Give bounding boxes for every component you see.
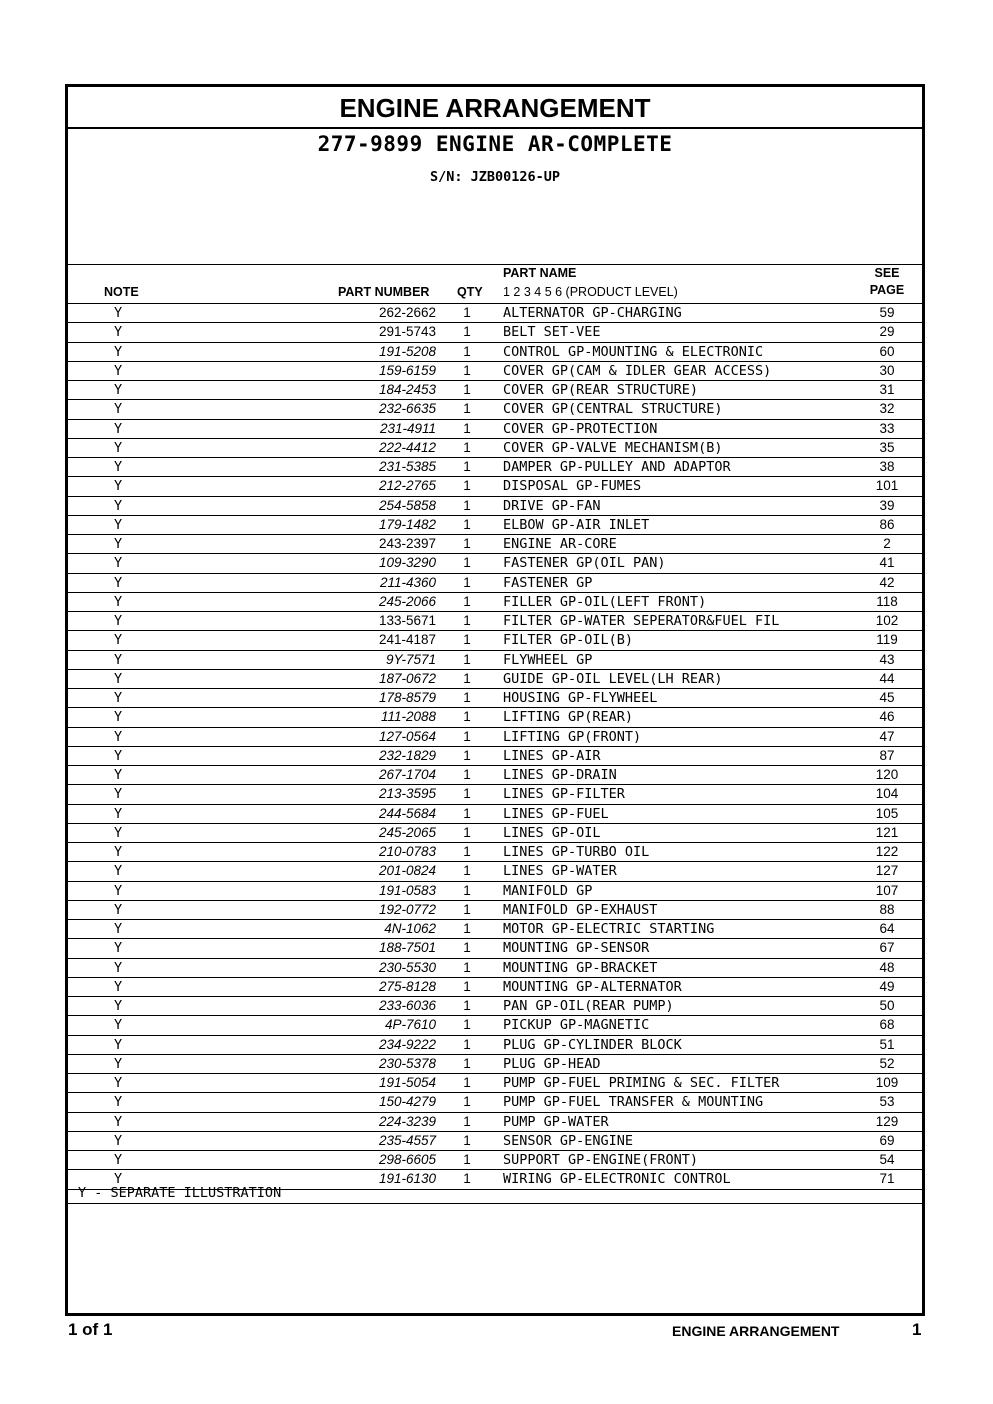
row-part-name: PUMP GP-FUEL PRIMING & SEC. FILTER — [503, 1075, 780, 1091]
row-part-name: MOTOR GP-ELECTRIC STARTING — [503, 921, 715, 937]
table-row — [68, 843, 922, 862]
row-see-page: 68 — [879, 1017, 895, 1033]
row-part-name: COVER GP(CAM & IDLER GEAR ACCESS) — [503, 362, 772, 379]
row-qty: 1 — [463, 709, 471, 725]
row-see-page: 86 — [879, 516, 895, 532]
row-note: Y — [114, 305, 123, 321]
row-see-page: 120 — [875, 767, 899, 782]
table-row — [68, 1055, 922, 1074]
row-see-page: 69 — [879, 1132, 895, 1148]
document-frame — [65, 84, 925, 1316]
row-note: Y — [114, 844, 123, 860]
table-row — [68, 1016, 922, 1035]
row-note: Y — [114, 613, 123, 629]
table-row — [68, 458, 922, 477]
row-qty: 1 — [463, 324, 471, 340]
row-part-name: ALTERNATOR GP-CHARGING — [503, 305, 682, 321]
row-part-number: 109-3290 — [378, 555, 436, 571]
row-see-page: 39 — [879, 497, 895, 513]
table-row — [68, 593, 922, 612]
row-qty: 1 — [463, 1055, 471, 1071]
table-row — [68, 420, 922, 439]
row-see-page: 50 — [879, 998, 895, 1013]
row-part-number: 4P-7610 — [384, 1017, 436, 1033]
table-row — [68, 805, 922, 824]
row-see-page: 101 — [875, 478, 899, 494]
row-qty: 1 — [463, 516, 471, 532]
row-part-number: 231-5385 — [378, 459, 436, 474]
row-see-page: 102 — [875, 613, 899, 628]
row-qty: 1 — [463, 959, 471, 975]
table-row — [68, 631, 922, 650]
row-part-number: 9Y-7571 — [385, 651, 436, 667]
table-row — [68, 997, 922, 1016]
row-part-name: SUPPORT GP-ENGINE(FRONT) — [503, 1152, 699, 1168]
row-qty: 1 — [463, 555, 471, 571]
row-qty: 1 — [463, 882, 471, 898]
table-row — [68, 920, 922, 939]
row-see-page: 104 — [875, 786, 899, 802]
row-part-name: WIRING GP-ELECTRONIC CONTROL — [503, 1171, 731, 1188]
row-see-page: 45 — [879, 690, 895, 705]
footnote-divider — [68, 1203, 922, 1204]
row-note: Y — [114, 805, 123, 822]
row-part-number: 4N-1062 — [384, 921, 436, 936]
row-qty: 1 — [463, 651, 471, 667]
row-part-name: CONTROL GP-MOUNTING & ELECTRONIC — [503, 343, 764, 360]
row-part-name: PUMP GP-FUEL TRANSFER & MOUNTING — [503, 1094, 764, 1111]
row-part-name: FASTENER GP — [503, 574, 593, 591]
row-qty: 1 — [463, 305, 471, 320]
row-part-number: 275-8128 — [378, 978, 436, 994]
column-header-note: NOTE — [104, 285, 139, 299]
row-note: Y — [114, 1113, 123, 1130]
table-row — [68, 612, 922, 631]
row-part-name: LINES GP-FUEL — [503, 805, 609, 822]
table-row — [68, 689, 922, 708]
table-top-divider — [68, 264, 922, 265]
row-see-page: 71 — [879, 1171, 895, 1187]
row-part-number: 178-8579 — [378, 690, 436, 705]
row-note: Y — [114, 1017, 123, 1034]
row-qty: 1 — [463, 420, 471, 436]
row-see-page: 51 — [879, 1036, 895, 1052]
row-qty: 1 — [463, 998, 471, 1013]
row-note: Y — [114, 497, 123, 514]
column-header-see: SEE — [874, 266, 900, 280]
table-row — [68, 1151, 922, 1170]
row-part-number: 245-2066 — [378, 593, 436, 609]
row-qty: 1 — [463, 632, 471, 648]
row-see-page: 2 — [883, 536, 891, 551]
row-see-page: 32 — [879, 401, 895, 417]
table-row — [68, 439, 922, 458]
row-part-name: LINES GP-WATER — [503, 863, 617, 880]
row-qty: 1 — [463, 805, 471, 821]
row-qty: 1 — [463, 921, 471, 936]
row-see-page: 109 — [875, 1075, 899, 1090]
row-part-name: PICKUP GP-MAGNETIC — [503, 1017, 650, 1034]
row-part-number: 191-6130 — [378, 1171, 436, 1187]
table-row — [68, 651, 922, 670]
footnote: Y - SEPARATE ILLUSTRATION — [78, 1185, 282, 1201]
row-see-page: 60 — [879, 343, 895, 359]
row-qty: 1 — [463, 978, 471, 994]
row-part-name: DISPOSAL GP-FUMES — [503, 478, 642, 495]
row-part-number: 291-5743 — [378, 324, 436, 340]
row-note: Y — [114, 709, 123, 726]
row-part-number: 222-4412 — [378, 439, 436, 455]
table-row — [68, 304, 922, 323]
table-row — [68, 497, 922, 516]
row-see-page: 53 — [879, 1094, 895, 1110]
row-part-number: 201-0824 — [378, 863, 436, 879]
row-qty: 1 — [463, 824, 471, 840]
row-part-name: MANIFOLD GP — [503, 882, 593, 899]
row-part-name: LIFTING GP(FRONT) — [503, 728, 642, 745]
row-part-name: FILLER GP-OIL(LEFT FRONT) — [503, 593, 707, 610]
row-note: Y — [114, 921, 123, 937]
row-note: Y — [114, 555, 123, 572]
row-part-name: LINES GP-OIL — [503, 824, 601, 841]
row-see-page: 87 — [879, 747, 895, 763]
row-part-number: 184-2453 — [378, 382, 436, 397]
column-header-part-name: PART NAME — [503, 266, 577, 280]
row-note: Y — [114, 670, 123, 687]
table-row — [68, 477, 922, 496]
row-part-name: FILTER GP-WATER SEPERATOR&FUEL FIL — [503, 613, 780, 629]
row-note: Y — [114, 439, 123, 456]
row-note: Y — [114, 343, 123, 360]
footer-page-of: 1 of 1 — [68, 1320, 113, 1339]
row-qty: 1 — [463, 844, 471, 859]
row-note: Y — [114, 1171, 123, 1188]
row-see-page: 48 — [879, 959, 895, 975]
row-part-number: 298-6605 — [378, 1152, 436, 1167]
row-part-number: 179-1482 — [378, 516, 436, 532]
row-see-page: 54 — [879, 1152, 895, 1167]
row-see-page: 33 — [879, 420, 895, 436]
row-part-name: LINES GP-AIR — [503, 747, 601, 764]
row-see-page: 35 — [879, 439, 895, 455]
table-row — [68, 959, 922, 978]
table-row — [68, 343, 922, 362]
row-part-name: DRIVE GP-FAN — [503, 497, 601, 514]
row-see-page: 118 — [876, 593, 898, 609]
row-note: Y — [114, 1132, 123, 1149]
row-note: Y — [114, 824, 123, 841]
row-see-page: 119 — [876, 632, 898, 648]
row-part-number: 212-2765 — [378, 478, 436, 494]
row-part-name: FASTENER GP(OIL PAN) — [503, 555, 666, 572]
row-qty: 1 — [463, 901, 471, 917]
row-note: Y — [114, 940, 123, 957]
row-part-name: PUMP GP-WATER — [503, 1113, 609, 1130]
table-row — [68, 882, 922, 901]
table-row — [68, 535, 922, 554]
assembly-subtitle: 277-9899 ENGINE AR-COMPLETE — [317, 132, 673, 156]
row-qty: 1 — [463, 1132, 471, 1148]
row-see-page: 47 — [879, 728, 895, 744]
table-row — [68, 1132, 922, 1151]
row-note: Y — [114, 536, 123, 552]
table-row — [68, 939, 922, 958]
table-row — [68, 901, 922, 920]
row-part-name: LINES GP-FILTER — [503, 786, 625, 803]
row-note: Y — [114, 382, 123, 398]
row-qty: 1 — [463, 401, 471, 417]
row-part-number: 133-5671 — [378, 613, 436, 628]
row-part-name: MOUNTING GP-SENSOR — [503, 940, 650, 957]
table-row — [68, 1093, 922, 1112]
row-see-page: 46 — [879, 709, 895, 725]
row-note: Y — [114, 882, 123, 899]
row-part-number: 241-4187 — [378, 632, 436, 648]
table-row — [68, 766, 922, 785]
row-see-page: 107 — [875, 882, 899, 898]
row-part-number: 235-4557 — [378, 1132, 436, 1148]
row-part-number: 243-2397 — [378, 536, 436, 551]
row-part-number: 188-7501 — [378, 940, 436, 956]
row-part-name: MOUNTING GP-ALTERNATOR — [503, 978, 682, 995]
row-qty: 1 — [463, 747, 471, 763]
row-qty: 1 — [463, 1094, 471, 1110]
row-qty: 1 — [463, 690, 471, 705]
row-part-number: 254-5858 — [378, 497, 436, 513]
row-part-number: 213-3595 — [378, 786, 436, 802]
row-see-page: 29 — [879, 324, 895, 340]
row-note: Y — [114, 959, 123, 976]
row-part-name: GUIDE GP-OIL LEVEL(LH REAR) — [503, 670, 723, 687]
table-row — [68, 824, 922, 843]
row-part-name: PLUG GP-HEAD — [503, 1055, 601, 1072]
row-qty: 1 — [463, 497, 471, 513]
row-note: Y — [114, 651, 123, 668]
table-row — [68, 785, 922, 804]
row-note: Y — [114, 901, 123, 918]
row-part-name: SENSOR GP-ENGINE — [503, 1132, 634, 1149]
row-qty: 1 — [463, 767, 471, 782]
row-part-name: LINES GP-DRAIN — [503, 767, 617, 783]
row-note: Y — [114, 690, 123, 706]
row-see-page: 88 — [879, 901, 895, 917]
page-title: ENGINE ARRANGEMENT — [68, 87, 922, 129]
table-row — [68, 747, 922, 766]
row-qty: 1 — [463, 1152, 471, 1167]
row-part-name: COVER GP-PROTECTION — [503, 420, 658, 437]
row-qty: 1 — [463, 439, 471, 455]
row-note: Y — [114, 459, 123, 475]
row-part-name: FILTER GP-OIL(B) — [503, 632, 634, 649]
row-part-number: 245-2065 — [378, 824, 436, 840]
row-note: Y — [114, 747, 123, 764]
row-qty: 1 — [463, 574, 471, 590]
row-part-name: MOUNTING GP-BRACKET — [503, 959, 658, 976]
row-part-name: PLUG GP-CYLINDER BLOCK — [503, 1036, 682, 1053]
row-part-number: 111-2088 — [380, 709, 436, 725]
row-part-number: 224-3239 — [378, 1113, 436, 1129]
table-row — [68, 516, 922, 535]
row-part-number: 232-1829 — [378, 747, 436, 763]
footer-section-title: ENGINE ARRANGEMENT — [672, 1323, 840, 1339]
row-note: Y — [114, 998, 123, 1014]
row-part-number: 127-0564 — [378, 728, 436, 744]
row-part-number: 191-5208 — [378, 343, 436, 359]
row-qty: 1 — [463, 1036, 471, 1052]
row-see-page: 31 — [879, 382, 895, 397]
row-note: Y — [114, 593, 123, 610]
row-note: Y — [114, 1075, 123, 1091]
row-part-name: LIFTING GP(REAR) — [503, 709, 634, 726]
row-part-number: 233-6036 — [378, 998, 436, 1013]
row-qty: 1 — [463, 728, 471, 744]
row-qty: 1 — [463, 1017, 471, 1033]
row-part-number: 150-4279 — [378, 1094, 436, 1110]
column-header-qty: QTY — [457, 285, 483, 299]
column-header-page: PAGE — [869, 283, 905, 297]
row-qty: 1 — [463, 1171, 471, 1187]
row-qty: 1 — [463, 343, 471, 359]
row-part-number: 234-9222 — [378, 1036, 436, 1052]
row-qty: 1 — [463, 940, 471, 956]
row-note: Y — [114, 362, 123, 379]
row-see-page: 30 — [879, 362, 895, 378]
row-note: Y — [114, 1055, 123, 1072]
row-see-page: 42 — [879, 574, 895, 590]
row-qty: 1 — [463, 382, 471, 397]
table-row — [68, 862, 922, 881]
row-note: Y — [114, 728, 123, 745]
row-see-page: 105 — [875, 805, 899, 821]
table-row — [68, 978, 922, 997]
row-part-name: ELBOW GP-AIR INLET — [503, 516, 650, 533]
row-qty: 1 — [463, 1075, 471, 1090]
row-part-number: 267-1704 — [378, 767, 436, 782]
row-part-number: 191-5054 — [378, 1075, 436, 1090]
row-qty: 1 — [463, 362, 471, 378]
row-part-name: COVER GP(REAR STRUCTURE) — [503, 382, 699, 398]
row-qty: 1 — [463, 459, 471, 474]
row-see-page: 49 — [879, 978, 895, 994]
row-part-number: 211-4360 — [379, 574, 436, 590]
row-part-name: COVER GP-VALVE MECHANISM(B) — [503, 439, 723, 456]
row-note: Y — [114, 401, 123, 418]
row-part-name: HOUSING GP-FLYWHEEL — [503, 690, 658, 706]
row-part-name: ENGINE AR-CORE — [503, 536, 617, 552]
parts-table-body — [68, 304, 922, 1190]
row-see-page: 127 — [875, 863, 899, 879]
row-part-number: 231-4911 — [379, 420, 436, 436]
row-part-number: 187-0672 — [378, 670, 436, 686]
table-row — [68, 554, 922, 573]
row-see-page: 129 — [875, 1113, 899, 1129]
row-note: Y — [114, 632, 123, 649]
row-note: Y — [114, 516, 123, 533]
row-note: Y — [114, 863, 123, 880]
table-row — [68, 381, 922, 400]
column-header-part-number: PART NUMBER — [338, 285, 430, 299]
row-see-page: 64 — [879, 921, 895, 936]
row-qty: 1 — [463, 593, 471, 609]
row-part-name: LINES GP-TURBO OIL — [503, 844, 650, 860]
table-row — [68, 574, 922, 593]
table-row — [68, 1113, 922, 1132]
row-note: Y — [114, 1094, 123, 1111]
row-part-name: MANIFOLD GP-EXHAUST — [503, 901, 658, 918]
table-row — [68, 670, 922, 689]
row-see-page: 59 — [879, 305, 895, 320]
row-part-number: 192-0772 — [378, 901, 436, 917]
row-see-page: 67 — [879, 940, 895, 956]
footer-page-number: 1 — [912, 1320, 922, 1339]
row-see-page: 52 — [879, 1055, 895, 1071]
column-header-product-level: 1 2 3 4 5 6 (PRODUCT LEVEL) — [503, 285, 678, 299]
table-row — [68, 323, 922, 342]
row-note: Y — [114, 767, 123, 783]
row-part-number: 262-2662 — [378, 305, 436, 320]
row-note: Y — [114, 786, 123, 803]
row-part-name: PAN GP-OIL(REAR PUMP) — [503, 998, 674, 1014]
row-note: Y — [114, 420, 123, 437]
row-qty: 1 — [463, 786, 471, 802]
row-part-number: 230-5530 — [378, 959, 436, 975]
row-qty: 1 — [463, 478, 471, 494]
row-part-number: 210-0783 — [378, 844, 436, 859]
row-part-number: 191-0583 — [378, 882, 436, 898]
row-see-page: 122 — [875, 844, 899, 859]
row-qty: 1 — [463, 613, 471, 628]
row-note: Y — [114, 574, 123, 591]
table-row — [68, 1036, 922, 1055]
row-note: Y — [114, 1152, 123, 1168]
row-part-number: 232-6635 — [378, 401, 436, 417]
row-see-page: 41 — [879, 555, 895, 571]
row-note: Y — [114, 978, 123, 995]
row-part-number: 244-5684 — [378, 805, 436, 821]
row-part-name: DAMPER GP-PULLEY AND ADAPTOR — [503, 459, 731, 475]
table-row — [68, 362, 922, 381]
row-see-page: 38 — [879, 459, 895, 474]
table-row — [68, 400, 922, 419]
row-qty: 1 — [463, 863, 471, 879]
row-part-name: COVER GP(CENTRAL STRUCTURE) — [503, 401, 723, 418]
row-see-page: 43 — [879, 651, 895, 667]
row-note: Y — [114, 478, 123, 495]
row-see-page: 44 — [879, 670, 895, 686]
row-qty: 1 — [463, 1113, 471, 1129]
row-qty: 1 — [463, 670, 471, 686]
row-part-number: 159-6159 — [378, 362, 436, 378]
row-part-number: 230-5378 — [378, 1055, 436, 1071]
serial-number: S/N: JZB00126-UP — [429, 169, 561, 185]
table-row — [68, 728, 922, 747]
row-qty: 1 — [463, 536, 471, 551]
table-row — [68, 708, 922, 727]
row-part-name: BELT SET-VEE — [503, 324, 601, 341]
row-part-name: FLYWHEEL GP — [503, 651, 593, 668]
row-note: Y — [114, 324, 123, 341]
row-see-page: 121 — [875, 824, 899, 840]
table-row — [68, 1074, 922, 1093]
row-note: Y — [114, 1036, 123, 1053]
